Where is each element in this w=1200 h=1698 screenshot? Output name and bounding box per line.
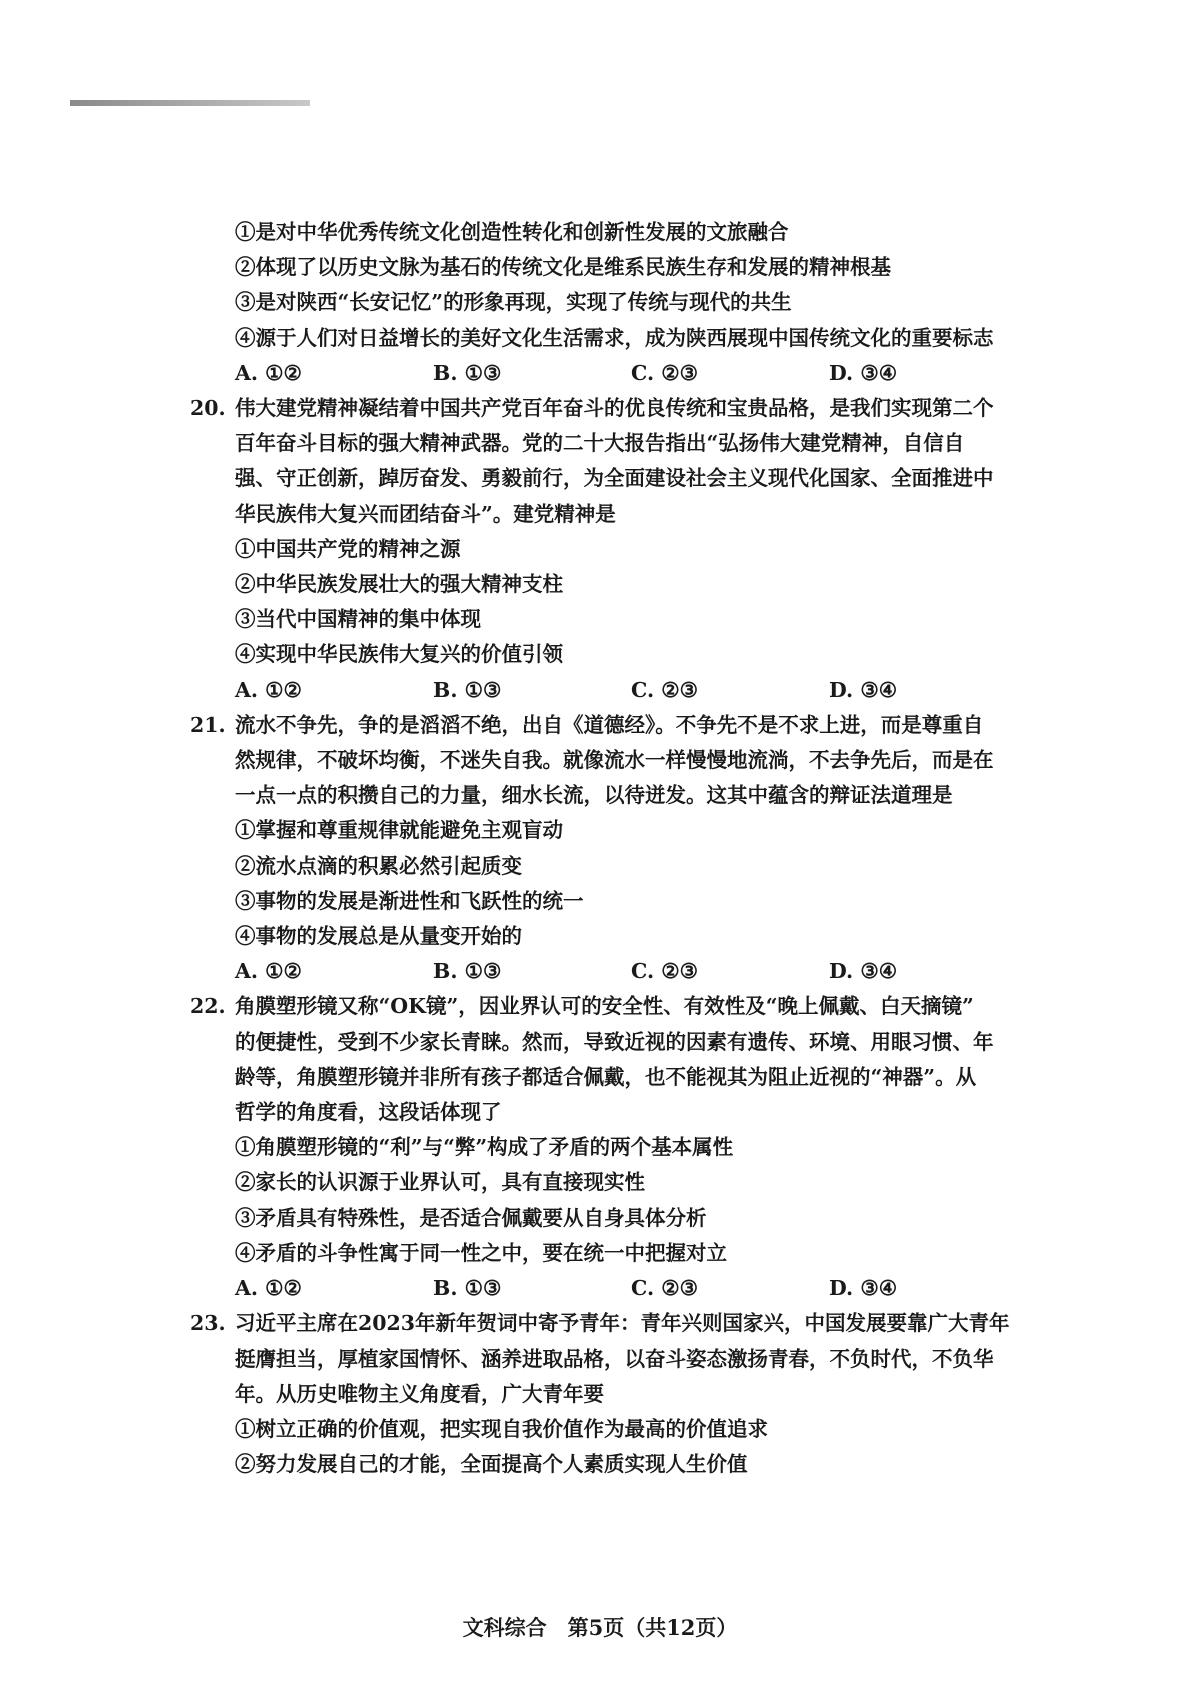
question-stem-text: 角膜塑形镜又称“OK镜”，因业界认可的安全性、有效性及“晚上佩戴、白天摘镜” [235, 994, 974, 1019]
scan-edge-mark [70, 100, 310, 106]
page-footer: 文科综合 第5页（共12页） [462, 1615, 738, 1640]
question-19-option: ④源于人们对日益增长的美好文化生活需求，成为陕西展现中国传统文化的重要标志 [235, 325, 994, 350]
question-19-option: ①是对中华优秀传统文化创造性转化和创新性发展的文旅融合 [235, 220, 789, 244]
question-stem-line [190, 1306, 1050, 1341]
answer-choice-d: D. ③④ [829, 360, 898, 385]
question-stem-line [190, 1025, 1050, 1060]
question-stem-line [190, 461, 1050, 496]
exam-content [190, 215, 1050, 1482]
question-stem-line [190, 708, 1050, 743]
question-number: 23. [190, 1311, 226, 1336]
question-option: ①树立正确的价值观，把实现自我价值作为最高的价值追求 [235, 1416, 768, 1441]
question-stem-text: 强、守正创新，踔厉奋发、勇毅前行，为全面建设社会主义现代化国家、全面推进中 [235, 466, 994, 491]
question-stem-text: 百年奋斗目标的强大精神武器。党的二十大报告指出“弘扬伟大建党精神，自信自 [235, 431, 965, 456]
question-number: 22. [190, 994, 226, 1019]
question-19-answers [190, 356, 1050, 391]
question-option: ③事物的发展是渐进性和飞跃性的统一 [235, 888, 584, 913]
question-option: ③当代中国精神的集中体现 [235, 607, 481, 632]
answer-choice-d: D. ③④ [829, 677, 898, 702]
question-option: ④矛盾的斗争性寓于同一性之中，要在统一中把握对立 [235, 1240, 727, 1265]
answer-choice-b: B. ①③ [433, 1276, 502, 1301]
question-option: ①中国共产党的精神之源 [235, 536, 461, 561]
question-stem-text: 习近平主席在2023年新年贺词中寄予青年：青年兴则国家兴，中国发展要靠广大青年 [235, 1311, 1010, 1336]
question-stem-line [190, 1060, 1050, 1095]
question-stem-text: 挺膺担当，厚植家国情怀、涵养进取品格，以奋斗姿态激扬青春，不负时代，不负华 [235, 1346, 994, 1371]
question-answers [190, 954, 1050, 989]
question-option: ②流水点滴的积累必然引起质变 [235, 853, 522, 878]
question-option: ②中华民族发展壮大的强大精神支柱 [235, 572, 563, 597]
question-stem-text: 龄等，角膜塑形镜并非所有孩子都适合佩戴，也不能视其为阻止近视的“神器”。从 [235, 1064, 977, 1089]
question-option: ④事物的发展总是从量变开始的 [235, 924, 522, 949]
answer-choice-c: C. ②③ [631, 677, 698, 702]
question-stem-line [190, 497, 1050, 532]
answer-choice-c: C. ②③ [631, 360, 698, 385]
question-19-option: ②体现了以历史文脉为基石的传统文化是维系民族生存和发展的精神根基 [235, 255, 891, 280]
answer-choice-a: A. ①② [235, 1276, 302, 1301]
question-stem-line [190, 1342, 1050, 1377]
question-block [190, 708, 1050, 990]
question-stem-line [190, 391, 1050, 426]
question-stem-line [190, 989, 1050, 1024]
question-19-option: ③是对陕西“长安记忆”的形象再现，实现了传统与现代的共生 [235, 290, 792, 315]
answer-choice-b: B. ①③ [433, 959, 502, 984]
question-number: 21. [190, 712, 226, 737]
question-answers [190, 673, 1050, 708]
question-stem-line [190, 743, 1050, 778]
question-list [190, 391, 1050, 1482]
question-stem-text: 年。从历史唯物主义角度看，广大青年要 [235, 1381, 604, 1406]
answer-choice-a: A. ①② [235, 677, 302, 702]
question-option: ④实现中华民族伟大复兴的价值引领 [235, 642, 563, 667]
question-stem-text: 一点一点的积攒自己的力量，细水长流，以待迸发。这其中蕴含的辩证法道理是 [235, 783, 953, 808]
answer-choice-b: B. ①③ [433, 360, 502, 385]
question-block [190, 1306, 1050, 1482]
answer-choice-b: B. ①③ [433, 677, 502, 702]
answer-choice-d: D. ③④ [829, 1276, 898, 1301]
question-option: ②家长的认识源于业界认可，具有直接现实性 [235, 1170, 645, 1195]
question-stem-text: 的便捷性，受到不少家长青睐。然而，导致近视的因素有遗传、环境、用眼习惯、年 [235, 1029, 994, 1054]
question-stem-text: 伟大建党精神凝结着中国共产党百年奋斗的优良传统和宝贵品格，是我们实现第二个 [235, 396, 994, 421]
answer-choice-d: D. ③④ [829, 959, 898, 984]
question-option: ①角膜塑形镜的“利”与“弊”构成了矛盾的两个基本属性 [235, 1135, 734, 1160]
question-answers [190, 1271, 1050, 1306]
question-19-tail [190, 215, 1050, 391]
question-stem-line [190, 778, 1050, 813]
question-option: ①掌握和尊重规律就能避免主观盲动 [235, 818, 563, 843]
question-block [190, 989, 1050, 1306]
question-stem-line [190, 1377, 1050, 1412]
question-stem-text: 哲学的角度看，这段话体现了 [235, 1100, 502, 1125]
question-stem-text: 然规律，不破坏均衡，不迷失自我。就像流水一样慢慢地流淌，不去争先后，而是在 [235, 748, 994, 773]
question-stem-text: 流水不争先，争的是滔滔不绝，出自《道德经》。不争先不是不求上进，而是尊重自 [235, 712, 984, 737]
question-option: ③矛盾具有特殊性，是否适合佩戴要从自身具体分析 [235, 1205, 707, 1230]
answer-choice-a: A. ①② [235, 959, 302, 984]
answer-choice-c: C. ②③ [631, 959, 698, 984]
question-option: ②努力发展自己的才能，全面提高个人素质实现人生价值 [235, 1452, 748, 1477]
question-number: 20. [190, 396, 226, 421]
answer-choice-c: C. ②③ [631, 1276, 698, 1301]
question-stem-line [190, 1095, 1050, 1130]
answer-choice-a: A. ①② [235, 360, 302, 385]
question-stem-text: 华民族伟大复兴而团结奋斗”。建党精神是 [235, 501, 616, 526]
question-stem-line [190, 426, 1050, 461]
question-block [190, 391, 1050, 708]
